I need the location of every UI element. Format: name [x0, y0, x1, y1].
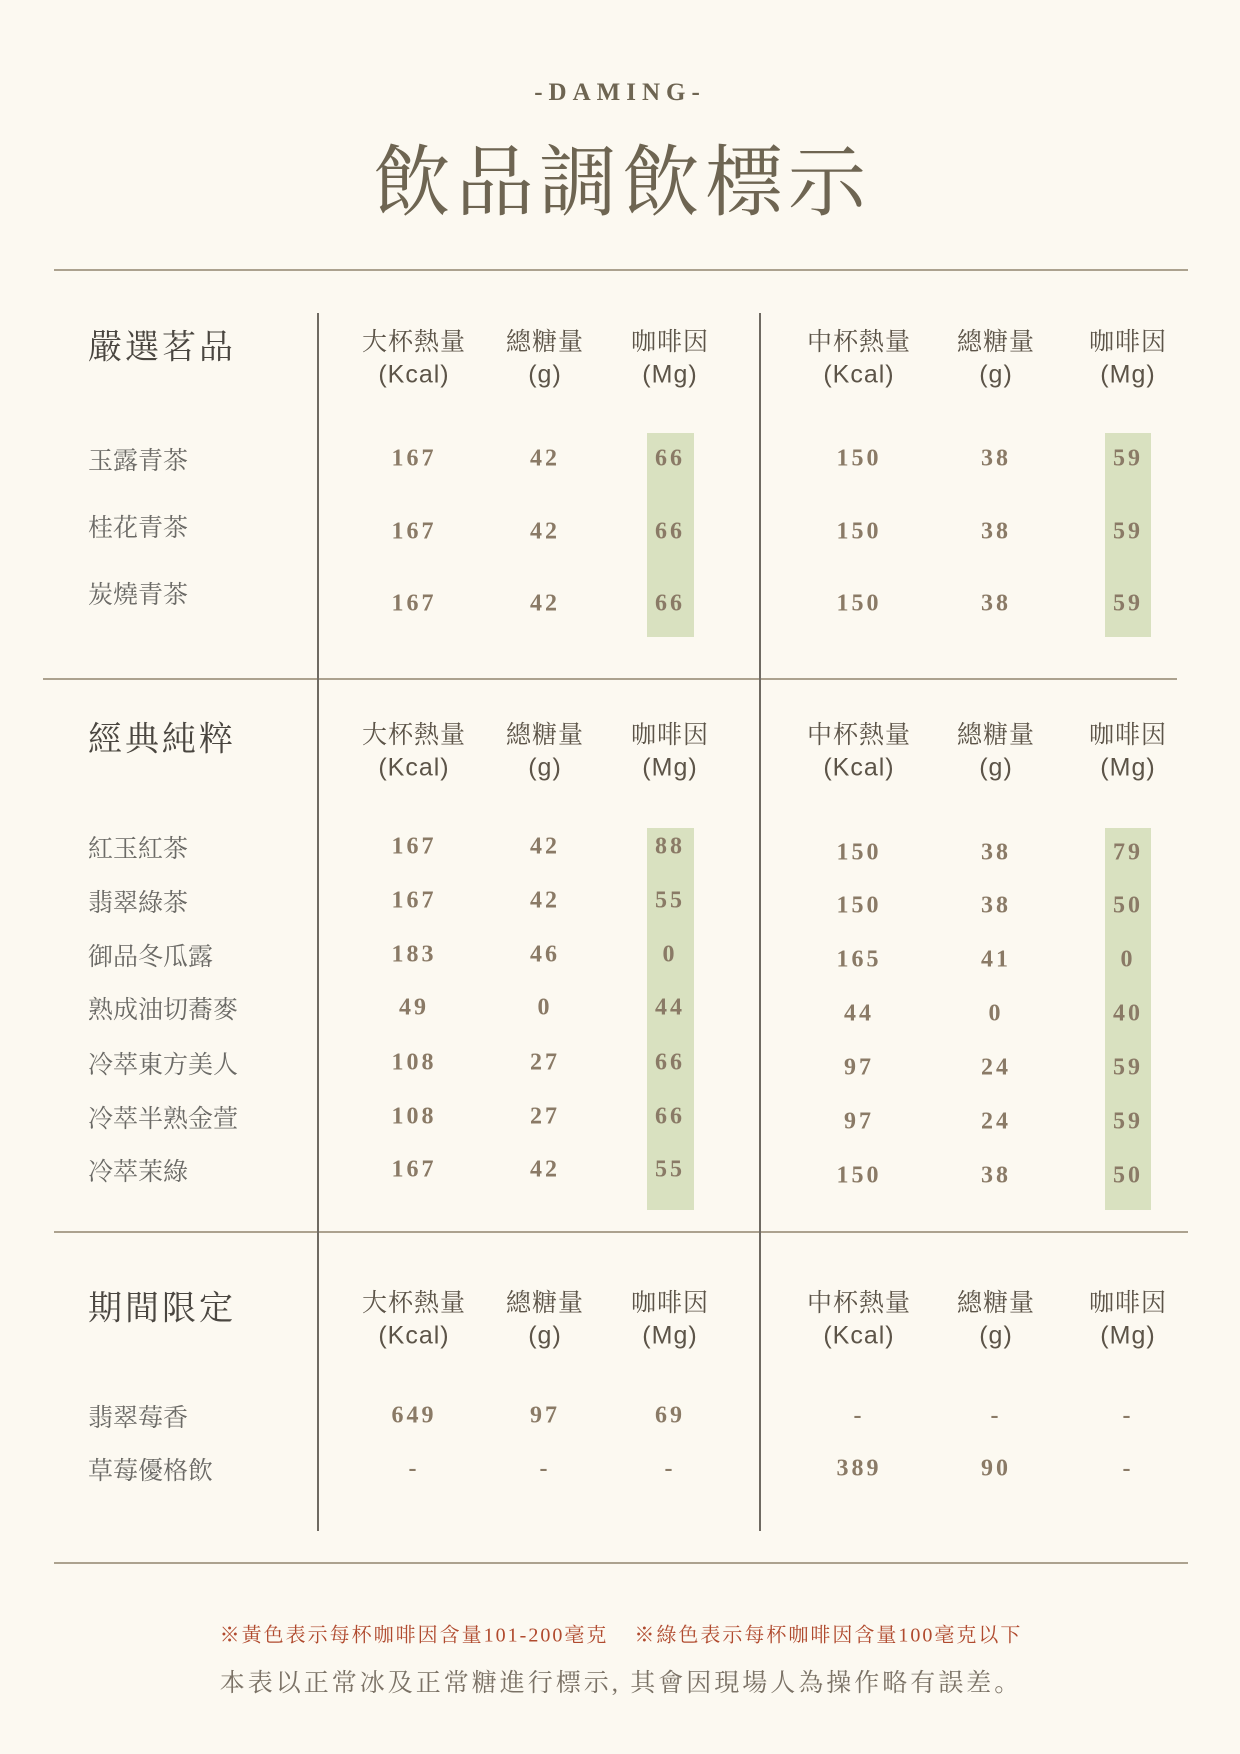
large-column-unit: (g) [528, 1321, 562, 1350]
medium-caffeine-value: 50 [1113, 892, 1143, 919]
large-column-header: 大杯熱量 [361, 721, 467, 749]
drink-name: 玉露青茶 [88, 447, 189, 475]
medium-column-header: 中杯熱量 [806, 721, 912, 749]
large-caffeine-value: 69 [655, 1402, 685, 1429]
green-caffeine-note: ※綠色表示每杯咖啡因含量100毫克以下 [634, 1624, 1023, 1647]
drink-name: 紅玉紅茶 [88, 835, 189, 863]
large-sugar-value: 97 [530, 1402, 560, 1429]
medium-column-unit: (g) [979, 1321, 1013, 1350]
large-caffeine-value: 66 [655, 518, 685, 545]
large-sugar-value: 46 [530, 941, 560, 968]
drink-name: 冷萃半熟金萱 [88, 1105, 239, 1133]
large-column-unit: (Mg) [642, 1321, 698, 1350]
large-caffeine-value: 66 [655, 1049, 685, 1076]
large-sugar-value: 27 [530, 1049, 560, 1076]
medium-column-unit: (Kcal) [823, 1321, 895, 1350]
medium-sugar-value: 24 [981, 1054, 1011, 1081]
large-column-unit: (g) [528, 753, 562, 782]
section-title: 期間限定 [88, 1289, 236, 1328]
large-column-unit: (Mg) [642, 753, 698, 782]
drink-name: 桂花青茶 [88, 514, 189, 542]
medium-caffeine-value: 59 [1113, 518, 1143, 545]
large-calories-value: 108 [391, 1049, 437, 1076]
large-column-unit: (Kcal) [378, 360, 450, 389]
section-divider-2 [54, 1231, 1188, 1233]
medium-sugar-value: 38 [981, 1162, 1011, 1189]
large-caffeine-value: 44 [655, 994, 685, 1021]
medium-sugar-value: 38 [981, 518, 1011, 545]
medium-sugar-value: 38 [981, 590, 1011, 617]
medium-column-unit: (Kcal) [823, 360, 895, 389]
large-column-header: 總糖量 [505, 328, 585, 356]
medium-calories-value: 150 [836, 518, 882, 545]
large-calories-value: 649 [391, 1402, 437, 1429]
section-divider-1 [43, 678, 1177, 680]
medium-calories-value: 97 [844, 1054, 874, 1081]
medium-column-header: 中杯熱量 [806, 328, 912, 356]
medium-sugar-value: 90 [981, 1455, 1011, 1482]
large-sugar-value: 27 [530, 1103, 560, 1130]
medium-caffeine-value: 59 [1113, 1108, 1143, 1135]
medium-sugar-value: 38 [981, 445, 1011, 472]
medium-sugar-value: 0 [988, 1000, 1004, 1027]
large-caffeine-value: 66 [655, 1103, 685, 1130]
disclaimer: 本表以正常冰及正常糖進行標示, 其會因現場人為操作略有誤差。 [219, 1670, 1023, 1697]
large-column-header: 總糖量 [505, 721, 585, 749]
large-calories-value: 167 [391, 833, 437, 860]
large-calories-value: 183 [391, 941, 437, 968]
large-caffeine-value: 55 [655, 887, 685, 914]
medium-caffeine-value: 79 [1113, 839, 1143, 866]
brand-name: -DAMING- [534, 79, 706, 106]
medium-calories-value: 389 [836, 1455, 882, 1482]
medium-column-header: 中杯熱量 [806, 1289, 912, 1317]
medium-calories-value: 165 [836, 946, 882, 973]
large-calories-value: 167 [391, 1156, 437, 1183]
large-column-unit: (Kcal) [378, 753, 450, 782]
medium-sugar-value: 41 [981, 946, 1011, 973]
medium-column-header: 咖啡因 [1088, 721, 1168, 749]
large-caffeine-value: 0 [662, 941, 678, 968]
large-calories-value: 167 [391, 887, 437, 914]
top-divider [54, 269, 1188, 271]
medium-calories-value: 150 [836, 445, 882, 472]
large-column-header: 咖啡因 [630, 1289, 710, 1317]
large-calories-value: 167 [391, 590, 437, 617]
large-sugar-value: 42 [530, 590, 560, 617]
medium-calories-value: 150 [836, 892, 882, 919]
large-calories-value: 49 [399, 994, 429, 1021]
large-caffeine-value: 55 [655, 1156, 685, 1183]
large-sugar-value: 42 [530, 445, 560, 472]
large-calories-value: 108 [391, 1103, 437, 1130]
medium-column-header: 總糖量 [956, 328, 1036, 356]
large-caffeine-value: 88 [655, 833, 685, 860]
medium-sugar-value: 24 [981, 1108, 1011, 1135]
large-sugar-value: 42 [530, 1156, 560, 1183]
color-legend-notes [220, 1619, 1023, 1648]
medium-calories-value: 150 [836, 839, 882, 866]
medium-column-unit: (Mg) [1100, 360, 1156, 389]
large-calories-value: 167 [391, 445, 437, 472]
drink-name: 翡翠莓香 [88, 1404, 189, 1432]
medium-caffeine-value: 59 [1113, 445, 1143, 472]
drink-name: 熟成油切蕎麥 [88, 996, 239, 1024]
column-divider-left [317, 313, 319, 1531]
medium-calories-value: 97 [844, 1108, 874, 1135]
medium-column-header: 總糖量 [956, 721, 1036, 749]
medium-caffeine-value: 0 [1120, 946, 1136, 973]
large-calories-value: 167 [391, 518, 437, 545]
drink-name: 翡翠綠茶 [88, 889, 189, 917]
bottom-divider [54, 1562, 1188, 1564]
medium-sugar-value: 38 [981, 892, 1011, 919]
medium-caffeine-value: - [1122, 1402, 1134, 1429]
medium-column-unit: (g) [979, 753, 1013, 782]
drink-name: 冷萃東方美人 [88, 1051, 239, 1079]
medium-sugar-value: - [990, 1402, 1002, 1429]
large-column-unit: (Kcal) [378, 1321, 450, 1350]
large-caffeine-value: 66 [655, 445, 685, 472]
column-divider-middle [759, 313, 761, 1531]
large-sugar-value: 42 [530, 887, 560, 914]
large-column-unit: (Mg) [642, 360, 698, 389]
medium-sugar-value: 38 [981, 839, 1011, 866]
large-column-header: 咖啡因 [630, 328, 710, 356]
large-caffeine-value: - [664, 1455, 676, 1482]
page-title: 飲品調飲標示 [372, 138, 872, 226]
drink-name: 御品冬瓜露 [88, 943, 214, 971]
medium-caffeine-value: 50 [1113, 1162, 1143, 1189]
large-calories-value: - [408, 1455, 420, 1482]
section-title: 嚴選茗品 [88, 328, 236, 367]
medium-caffeine-value: - [1122, 1455, 1134, 1482]
large-column-header: 咖啡因 [630, 721, 710, 749]
drink-name: 草莓優格飲 [88, 1457, 214, 1485]
large-column-header: 總糖量 [505, 1289, 585, 1317]
large-sugar-value: 0 [537, 994, 553, 1021]
large-column-unit: (g) [528, 360, 562, 389]
section-title: 經典純粹 [88, 720, 236, 759]
yellow-caffeine-note: ※黃色表示每杯咖啡因含量101-200毫克 [219, 1624, 609, 1647]
drink-name: 冷萃茉綠 [88, 1158, 189, 1186]
medium-column-unit: (Kcal) [823, 753, 895, 782]
medium-calories-value: - [853, 1402, 865, 1429]
medium-caffeine-value: 59 [1113, 590, 1143, 617]
medium-column-unit: (Mg) [1100, 1321, 1156, 1350]
large-sugar-value: 42 [530, 518, 560, 545]
medium-column-unit: (g) [979, 360, 1013, 389]
medium-column-header: 總糖量 [956, 1289, 1036, 1317]
large-column-header: 大杯熱量 [361, 328, 467, 356]
medium-calories-value: 150 [836, 590, 882, 617]
medium-calories-value: 150 [836, 1162, 882, 1189]
medium-caffeine-value: 59 [1113, 1054, 1143, 1081]
large-sugar-value: - [539, 1455, 551, 1482]
large-sugar-value: 42 [530, 833, 560, 860]
medium-column-header: 咖啡因 [1088, 1289, 1168, 1317]
large-column-header: 大杯熱量 [361, 1289, 467, 1317]
medium-column-unit: (Mg) [1100, 753, 1156, 782]
medium-calories-value: 44 [844, 1000, 874, 1027]
medium-column-header: 咖啡因 [1088, 328, 1168, 356]
large-caffeine-value: 66 [655, 590, 685, 617]
medium-caffeine-value: 40 [1113, 1000, 1143, 1027]
drink-name: 炭燒青茶 [88, 581, 189, 609]
